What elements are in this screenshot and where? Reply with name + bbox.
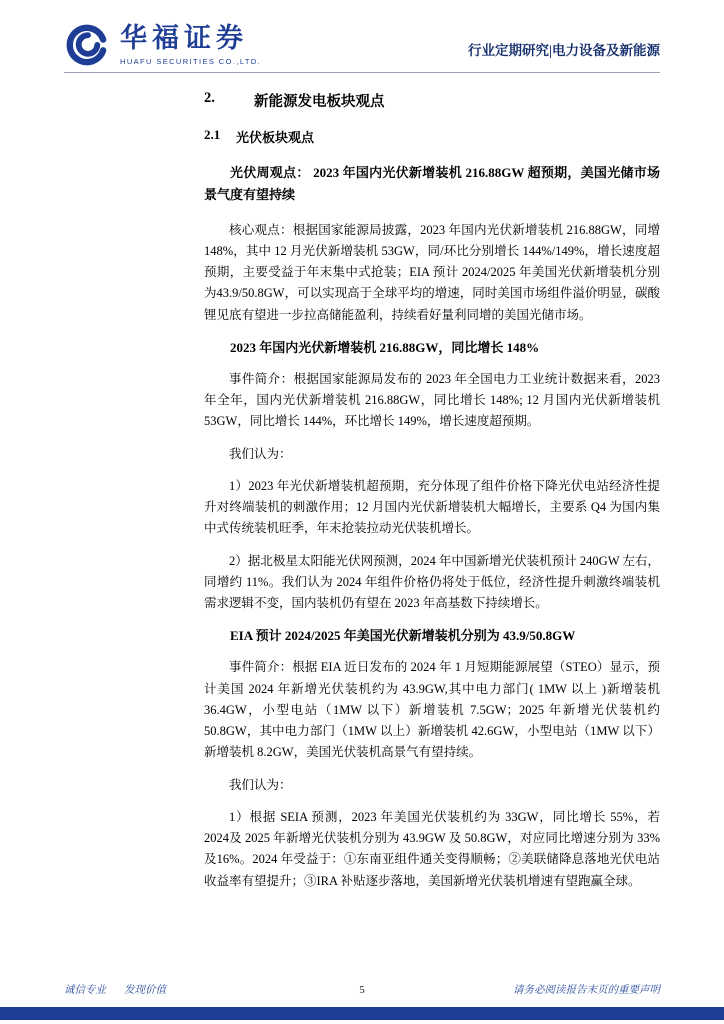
paragraph-point-us-1: 1）根据 SEIA 预测，2023 年美国光伏装机约为 33GW，同比增长 55%，若 2024及 2025 年新增光伏装机分别为 43.9GW 及 50.8GW，对应同比增速分别为 33%及16%。2024 年受益于：①东南亚组件通关变得顺畅；②美联储降息落地光伏电站收益率有望提升；③IRA 补贴逐步落地，美国新增光伏装机增速有望跑赢全球。 — [204, 809, 660, 888]
paragraph-subhead-china: 2023 年国内光伏新增装机 216.88GW，同比增长 148% — [230, 339, 540, 355]
header-divider — [64, 72, 660, 73]
brand-text — [120, 23, 261, 65]
section-number: 2. — [204, 90, 215, 106]
paragraph-event-us: 事件简介：根据 EIA 近日发布的 2024 年 1 月短期能源展望（STEO）显示，预计美国 2024 年新增光伏装机约为 43.9GW,其中电力部门( 1MW 以上 )新增装机 36.4GW，小型电站（1MW 以下）新增装机 7.5GW；2025 年新增光伏装机约 50.8GW，其中电力部门（1MW 以上）新增装机 42.6GW，小型电站（1MW 以下）新增装机 8.2GW，美国光伏装机高景气有望持续。 — [204, 660, 660, 760]
report-body — [204, 90, 660, 903]
paragraph-point-1: 1）2023 年光伏新增装机超预期，充分体现了组件价格下降光伏电站经济性提升对终端装机的刺激作用；12 月国内光伏新增装机大幅增长，主要系 Q4 为国内集中式传统装机旺季，年末抢装拉动光伏装机增长。 — [204, 478, 660, 536]
paragraph-we-think-1: 我们认为： — [229, 446, 292, 461]
footer-disclaimer: 请务必阅读报告末页的重要声明 — [513, 985, 660, 996]
paragraph-subhead-us: EIA 预计 2024/2025 年美国光伏新增装机分别为 43.9/50.8GW — [230, 628, 576, 644]
subsection-heading — [204, 127, 660, 146]
subsection-number: 2.1 — [204, 127, 221, 142]
brand-name-cn: 华福证券 — [120, 23, 248, 54]
brand-name-en: HUAFU SECURITIES CO.,LTD. — [120, 56, 262, 66]
footer-slogan-part1: 诚信专业 — [64, 985, 106, 996]
page-footer — [64, 982, 660, 997]
huafu-logo-icon — [64, 21, 111, 68]
paragraph-event-china: 事件简介：根据国家能源局发布的 2023 年全国电力工业统计数据来看，2023 年全年，国内光伏新增装机 216.88GW，同比增长 148%; 12 月国内光伏新增装机 53GW，同比增长 144%，环比增长 149%，增长速度超预期。 — [204, 371, 660, 429]
brand-block — [64, 21, 261, 68]
report-type-label: 行业定期研究|电力设备及新能源 — [468, 43, 660, 58]
page-number: 5 — [359, 983, 365, 996]
subsection-title: 光伏板块观点 — [236, 130, 315, 145]
paragraph-point-2: 2）据北极星太阳能光伏网预测，2024 年中国新增光伏装机预计 240GW 左右，同增约 11%。我们认为 2024 年组件价格仍将处于低位，经济性提升刺激终端装机需求逻辑不变，国内装机仍有望在 2023 年高基数下持续增长。 — [204, 553, 660, 611]
paragraph-core-view: 核心观点：根据国家能源局披露，2023 年国内光伏新增装机 216.88GW，同增148%，其中 12 月光伏新增装机 53GW，同/环比分别增长 144%/149%，增长速度超预期，主要受益于年末集中式抢装；EIA 预计 2024/2025 年美国光伏新增装机分别为43.9/50.8GW，可以实现高于全球平均的增速，同时美国市场组件溢价明显，碳酸锂见底有望进一步拉高储能盈利，持续看好量利同增的美国光储市场。 — [204, 222, 660, 322]
paragraph-weekly-view: 光伏周观点： 2023 年国内光伏新增装机 216.88GW 超预期，美国光储市场景气度有望持续 — [204, 165, 660, 203]
section-heading — [204, 90, 660, 111]
page-header — [64, 12, 660, 68]
footer-slogan — [64, 982, 166, 997]
footer-slogan-part2: 发现价值 — [124, 985, 166, 996]
section-title: 新能源发电板块观点 — [254, 94, 385, 110]
paragraph-we-think-2: 我们认为： — [229, 777, 292, 792]
footer-bar — [0, 1007, 724, 1020]
